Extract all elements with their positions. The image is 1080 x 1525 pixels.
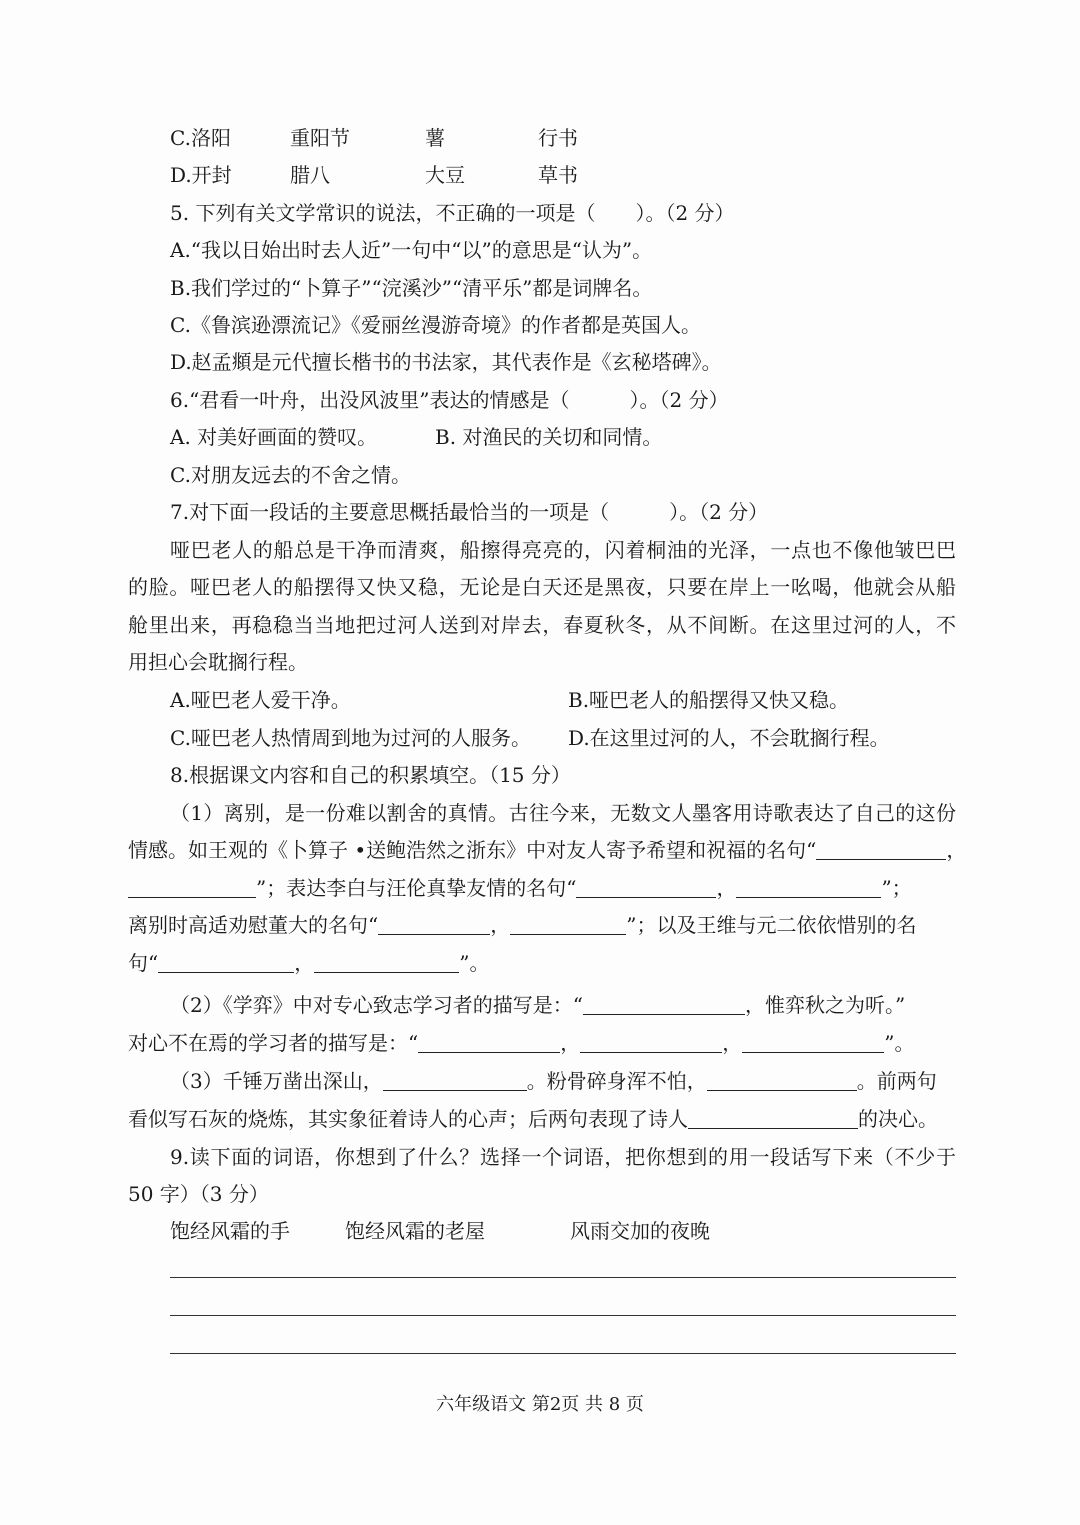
fill-blank[interactable]: [314, 952, 459, 973]
q7-option-a: A.哑巴老人爱干净。: [170, 688, 351, 712]
fill-blank[interactable]: [688, 1108, 858, 1129]
q8-p1-line2: [128, 837, 966, 863]
q8-p1-line5: [128, 950, 489, 976]
q5-option-a: A.“我以日始出时去人近”一句中“以”的意思是“认为”。: [170, 238, 653, 262]
q8-p1-text: 情感。如王观的《卜算子 •送鲍浩然之浙东》中对友人寄予希望和祝福的名句“: [128, 838, 817, 862]
q8-p1-comma: ，: [716, 876, 737, 900]
q9-stem-line2: 50 字）（3 分）: [128, 1182, 269, 1206]
q7-option-d: D.在这里过河的人，不会耽搁行程。: [568, 726, 890, 750]
q7-passage-line: 舱里出来，再稳稳当当地把过河人送到对岸去，春夏秋冬，从不间断。在这里过河的人，不: [128, 613, 956, 637]
q8-p2-line1: [170, 992, 905, 1018]
q4-option-c-item3: 薯: [425, 126, 445, 150]
q8-p3-line2: [128, 1106, 938, 1132]
q8-p3-line1: [170, 1068, 937, 1094]
fill-blank[interactable]: [378, 914, 490, 935]
q9-stem-line1: 9.读下面的词语，你想到了什么？选择一个词语，把你想到的用一段话写下来（不少于: [170, 1145, 956, 1169]
q8-p1-text: ”；: [881, 876, 912, 900]
q7-passage-line: 的脸。哑巴老人的船摆得又快又稳，无论是白天还是黑夜，只要在岸上一吆喝，他就会从船: [128, 575, 956, 599]
q7-option-b: B.哑巴老人的船摆得又快又稳。: [568, 688, 850, 712]
fill-blank[interactable]: [583, 994, 745, 1015]
fill-blank[interactable]: [510, 914, 626, 935]
q8-p1-line1: （1）离别，是一份难以割舍的真情。古往今来，无数文人墨客用诗歌表达了自己的这份: [170, 801, 956, 825]
fill-blank[interactable]: [383, 1070, 527, 1091]
q8-p2-text: ，惟弈秋之为听。”: [744, 993, 906, 1017]
q7-passage-line: 用担心会耽搁行程。: [128, 650, 308, 674]
q4-option-d-item4: 草书: [538, 163, 578, 187]
q8-p2-text: 对心不在焉的学习者的描写是：“: [128, 1031, 419, 1055]
fill-blank[interactable]: [576, 877, 716, 898]
answer-line[interactable]: [170, 1277, 956, 1278]
answer-line[interactable]: [170, 1315, 956, 1316]
q8-p3-text: 的决心。: [858, 1107, 938, 1131]
q8-p1-text: ”。: [459, 951, 490, 975]
page-footer: 六年级语文 第2页 共 8 页: [436, 1394, 644, 1415]
q8-p2-comma: ，: [560, 1031, 581, 1055]
q8-p3-text: 看似写石灰的烧炼，其实象征着诗人的心声；后两句表现了诗人: [128, 1107, 688, 1131]
q8-p1-comma: ，: [490, 913, 511, 937]
q8-p2-text: （2）《学弈》中对专心致志学习者的描写是：“: [170, 993, 583, 1017]
q4-option-d-item3: 大豆: [425, 163, 465, 187]
q7-option-c: C.哑巴老人热情周到地为过河的人服务。: [170, 726, 531, 750]
fill-blank[interactable]: [128, 877, 256, 898]
q7-passage-line: 哑巴老人的船总是干净而清爽，船擦得亮亮的，闪着桐油的光泽，一点也不像他皱巴巴: [170, 538, 956, 562]
q9-word: 饱经风霜的手: [170, 1219, 290, 1243]
q8-p3-text: 。粉骨碎身浑不怕，: [526, 1069, 707, 1093]
q8-p1-text: ”；表达李白与汪伦真挚友情的名句“: [256, 876, 577, 900]
q6-option-a: A. 对美好画面的赞叹。: [170, 425, 378, 449]
answer-line[interactable]: [170, 1353, 956, 1354]
q4-option-c-item2: 重阳节: [290, 126, 350, 150]
q5-option-d: D.赵孟頫是元代擅长楷书的书法家，其代表作是《玄秘塔碑》。: [170, 350, 722, 374]
q6-stem: 6.“君看一叶舟，出没风波里”表达的情感是（ ）。（2 分）: [170, 388, 729, 412]
fill-blank[interactable]: [580, 1032, 722, 1053]
fill-blank[interactable]: [816, 839, 946, 860]
q8-p2-line2: [128, 1030, 914, 1056]
q4-option-c-item4: 行书: [538, 126, 578, 150]
q8-p2-comma: ，: [722, 1031, 743, 1055]
q9-word: 饱经风霜的老屋: [345, 1219, 485, 1243]
q8-p1-comma: ，: [294, 951, 315, 975]
fill-blank[interactable]: [707, 1070, 857, 1091]
q8-p1-text: 句“: [128, 951, 159, 975]
q8-p3-text: （3）千锤万凿出深山，: [170, 1069, 383, 1093]
q4-option-d-item2: 腊八: [290, 163, 330, 187]
fill-blank[interactable]: [158, 952, 294, 973]
q9-word: 风雨交加的夜晚: [570, 1219, 710, 1243]
q8-p1-line3: [128, 875, 912, 901]
q8-p3-text: 。前两句: [856, 1069, 937, 1093]
q6-option-c: C.对朋友远去的不舍之情。: [170, 463, 411, 487]
q8-p1-text: 离别时高适劝慰董大的名句“: [128, 913, 379, 937]
q8-p1-line4: [128, 912, 916, 938]
q5-option-c: C.《鲁滨逊漂流记》《爱丽丝漫游奇境》的作者都是英国人。: [170, 313, 701, 337]
q5-option-b: B.我们学过的“卜算子”“浣溪沙”“清平乐”都是词牌名。: [170, 276, 653, 300]
q8-p1-text: ”；以及王维与元二依依惜别的名: [626, 913, 917, 937]
q8-p2-text: ”。: [884, 1031, 915, 1055]
fill-blank[interactable]: [742, 1032, 884, 1053]
q4-option-c-label: C.洛阳: [170, 126, 231, 150]
q4-option-d-label: D.开封: [170, 163, 232, 187]
q8-stem: 8.根据课文内容和自己的积累填空。（15 分）: [170, 763, 571, 787]
q5-stem: 5. 下列有关文学常识的说法，不正确的一项是（ ）。（2 分）: [170, 201, 735, 225]
q6-option-b: B. 对渔民的关切和同情。: [435, 425, 663, 449]
fill-blank[interactable]: [736, 877, 881, 898]
fill-blank[interactable]: [418, 1032, 560, 1053]
q7-stem: 7.对下面一段话的主要意思概括最恰当的一项是（ ）。（2 分）: [170, 500, 769, 524]
q8-p1-comma: ，: [946, 838, 967, 862]
